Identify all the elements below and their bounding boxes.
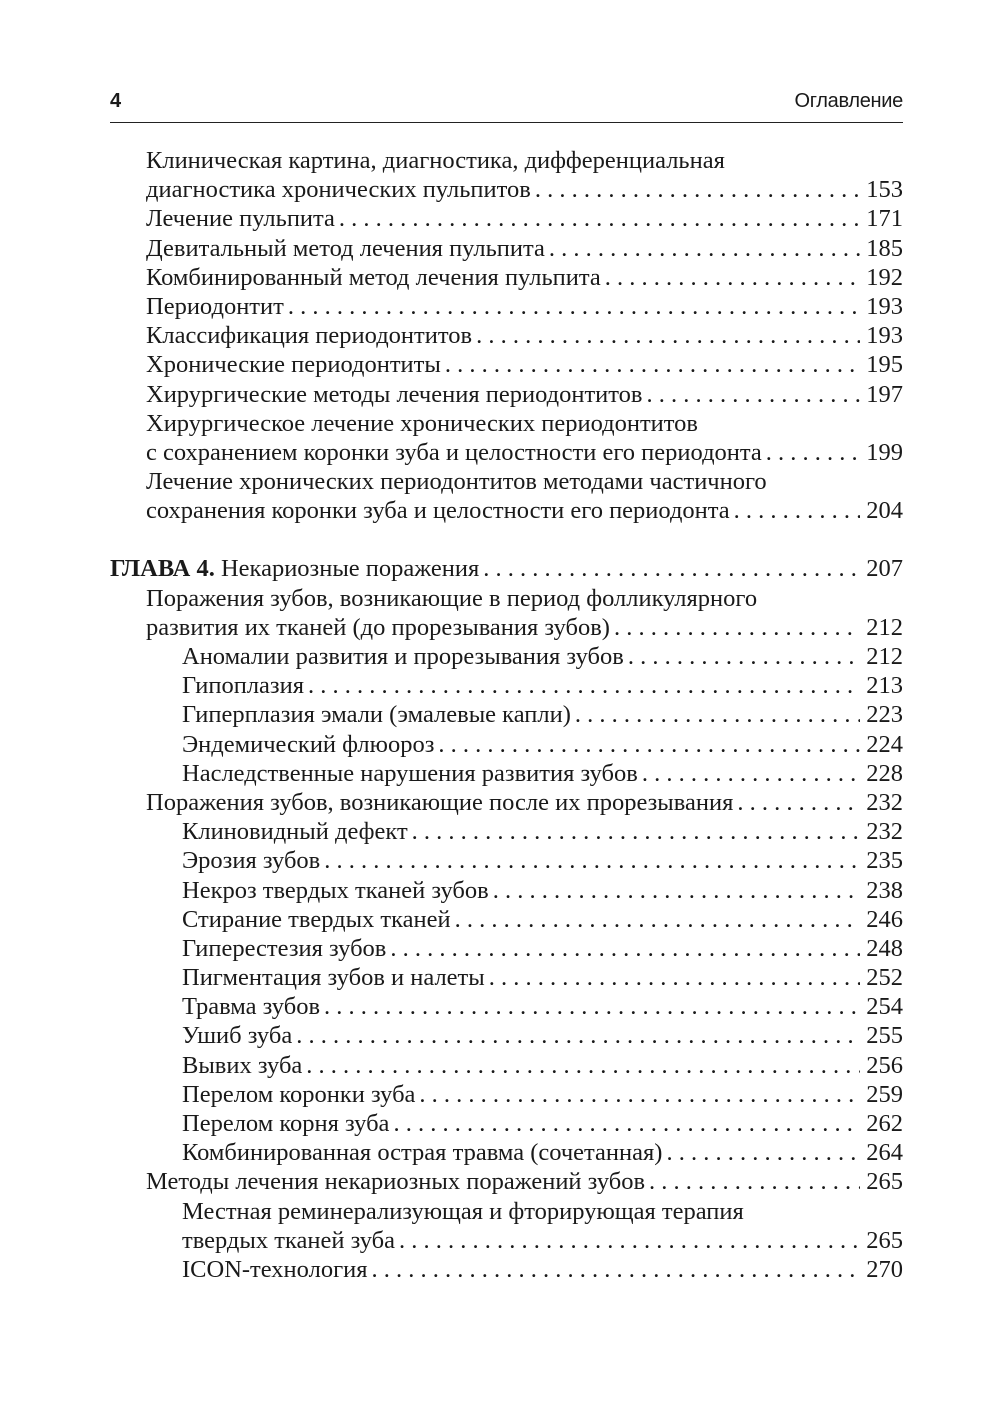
toc-entry-title: Травма зубов (182, 993, 321, 1021)
toc-entry (110, 1051, 903, 1080)
toc-entry-last-line (110, 992, 903, 1021)
toc-entry-last-line (110, 759, 903, 788)
dot-leader (399, 1226, 860, 1255)
dot-leader (306, 1051, 860, 1080)
toc-entry (110, 730, 903, 759)
toc-page-number: 238 (866, 876, 903, 904)
toc-entry-last-line (110, 642, 903, 671)
toc-entry-last-line (110, 788, 903, 817)
dot-leader (419, 1080, 860, 1109)
toc-entry (110, 1167, 903, 1196)
dot-leader (628, 642, 860, 671)
toc-page-number: 264 (866, 1139, 903, 1167)
toc-entry-last-line (110, 1138, 903, 1167)
toc-entry-line: Клиническая картина, диагностика, дифференциальная (146, 147, 725, 174)
toc-entry (110, 934, 903, 963)
toc-page-number: 212 (866, 643, 903, 670)
toc-chapter-entry (110, 554, 903, 583)
dot-leader (393, 1109, 860, 1138)
toc-entry-last-line (110, 876, 903, 905)
toc-entry-last-line (110, 438, 903, 467)
toc-page-number: 256 (866, 1051, 903, 1079)
toc-entry-title: Поражения зубов, возникающие после их прорезывания (146, 788, 734, 816)
toc-entry-last-line (110, 1080, 903, 1109)
toc-entry (110, 788, 903, 817)
toc-entry-last-line (110, 175, 903, 204)
toc-entry-last-line (110, 1255, 903, 1284)
dot-leader (445, 350, 860, 379)
toc-entry-title: Хронические периодонтиты (146, 351, 441, 379)
toc-entry-title: Комбинированный метод лечения пульпита (146, 263, 601, 291)
dot-leader (455, 905, 861, 934)
toc-page-number: 207 (866, 555, 903, 583)
dot-leader (734, 496, 861, 525)
toc-entry (110, 846, 903, 875)
toc-entry-last-line (110, 496, 903, 525)
toc-page-number: 255 (866, 1022, 903, 1050)
toc-entry-title: Наследственные нарушения развития зубов (182, 759, 638, 787)
toc-page-number: 212 (866, 613, 903, 641)
toc-page-number: 197 (866, 380, 903, 408)
toc-entry-last-line (110, 1051, 903, 1080)
toc-entry-title: Пигментация зубов и налеты (182, 964, 485, 992)
toc-entry-title: Девитальный метод лечения пульпита (146, 234, 545, 262)
toc-entry-title: Гиперестезия зубов (182, 934, 387, 962)
toc-entry-title: ICON-технология (182, 1255, 368, 1283)
page-number: 4 (110, 90, 122, 112)
dot-leader (605, 263, 861, 292)
dot-leader (666, 1138, 860, 1167)
dot-leader (308, 671, 860, 700)
toc-entry-line: Хирургическое лечение хронических периодонтитов (146, 409, 698, 437)
dot-leader (489, 963, 861, 992)
dot-leader (642, 759, 860, 788)
toc-page-number: 265 (866, 1226, 903, 1254)
dot-leader (646, 380, 860, 409)
toc-entry-last-line (110, 905, 903, 934)
toc-entry-title: развития их тканей (до прорезывания зубов) (146, 613, 610, 641)
dot-leader (493, 876, 861, 905)
dot-leader (372, 1255, 861, 1284)
toc-page-number: 259 (866, 1080, 903, 1108)
toc-entry-last-line (110, 263, 903, 292)
dot-leader (438, 730, 860, 759)
toc-entry-title: Вывих зуба (182, 1051, 303, 1079)
toc-entry (110, 321, 903, 350)
toc-entry (110, 234, 903, 263)
dot-leader (476, 321, 860, 350)
toc-entry-last-line (110, 671, 903, 700)
toc-page-number: 228 (866, 759, 903, 787)
toc-entry (110, 1109, 903, 1138)
toc-entry-title: Хирургические методы лечения периодонтитов (146, 380, 643, 408)
toc-entry-title: Перелом корня зуба (182, 1110, 390, 1137)
toc-entry-title: с сохранением коронки зуба и целостности его периодонта (146, 438, 762, 466)
dot-leader (324, 846, 860, 875)
toc-entry-title: Гиперплазия эмали (эмалевые капли) (182, 701, 571, 729)
toc-entry-title: диагностика хронических пульпитов (146, 176, 531, 204)
dot-leader (390, 934, 860, 963)
toc-entry (110, 146, 903, 204)
dot-leader (766, 438, 860, 467)
toc-page-number: 270 (866, 1255, 903, 1283)
toc-entry (110, 905, 903, 934)
toc-entry-last-line (110, 321, 903, 350)
dot-leader (339, 204, 860, 233)
toc-entry-last-line (110, 817, 903, 846)
toc-entry (110, 963, 903, 992)
toc-entry-title: Гипоплазия (182, 672, 304, 700)
running-head-title: Оглавление (794, 90, 903, 112)
toc-entry-title: Эндемический флюороз (182, 730, 435, 758)
toc-entry-last-line (110, 730, 903, 759)
toc-entry (110, 584, 903, 642)
toc-entry-title: Эрозия зубов (182, 847, 321, 875)
table-of-contents (110, 146, 903, 1284)
toc-entry (110, 1080, 903, 1109)
toc-page-number: 185 (866, 234, 903, 262)
toc-entry-last-line (110, 1226, 903, 1255)
toc-entry (110, 409, 903, 467)
toc-entry-title: Периодонтит (146, 292, 284, 320)
toc-entry (110, 876, 903, 905)
toc-page-number: 199 (866, 438, 903, 466)
toc-page-number: 193 (866, 322, 903, 350)
dot-leader (324, 992, 860, 1021)
toc-entry (110, 1197, 903, 1255)
dot-leader (737, 788, 860, 817)
toc-page-number: 192 (866, 263, 903, 291)
toc-entry (110, 292, 903, 321)
toc-entry-title: Клиновидный дефект (182, 818, 408, 846)
toc-entry-title: Аномалии развития и прорезывания зубов (182, 643, 624, 670)
toc-entry (110, 380, 903, 409)
toc-entry-last-line (110, 1167, 903, 1196)
toc-entry (110, 817, 903, 846)
toc-entry-last-line (110, 1021, 903, 1050)
toc-entry (110, 642, 903, 671)
dot-leader (412, 817, 861, 846)
toc-page-number: 265 (866, 1168, 903, 1196)
dot-leader (535, 175, 860, 204)
toc-entry (110, 263, 903, 292)
toc-entry (110, 671, 903, 700)
toc-entry-title: сохранения коронки зуба и целостности его периодонта (146, 497, 730, 525)
toc-entry-last-line (110, 963, 903, 992)
toc-entry-title: Ушиб зуба (182, 1022, 293, 1050)
toc-entry-last-line (110, 204, 903, 233)
toc-entry-line: Местная реминерализующая и фторирующая терапия (182, 1197, 744, 1225)
dot-leader (483, 554, 860, 583)
toc-entry-line: Поражения зубов, возникающие в период фолликулярного (146, 584, 758, 612)
toc-entry-title: Перелом коронки зуба (182, 1080, 416, 1108)
toc-page-number: 224 (866, 730, 903, 758)
toc-entry-last-line (110, 846, 903, 875)
toc-entry (110, 350, 903, 379)
toc-entry-last-line (110, 350, 903, 379)
toc-entry-title: ГЛАВА 4. Некариозные поражения (110, 555, 480, 583)
toc-page-number: 171 (866, 205, 903, 233)
toc-page-number: 193 (866, 292, 903, 320)
toc-entry (110, 759, 903, 788)
toc-entry-line: Лечение хронических периодонтитов методами частичного (146, 468, 767, 496)
toc-page-number: 195 (866, 351, 903, 379)
page-header (110, 88, 903, 123)
dot-leader (614, 613, 860, 642)
dot-leader (296, 1021, 860, 1050)
toc-entry-last-line (110, 292, 903, 321)
toc-page-number: 204 (866, 497, 903, 525)
toc-page-number: 153 (866, 176, 903, 204)
toc-entry-title: Лечение пульпита (146, 205, 335, 233)
toc-entry-title: Комбинированная острая травма (сочетанная) (182, 1139, 663, 1167)
toc-page-number: 235 (866, 847, 903, 875)
toc-page-number: 252 (866, 964, 903, 992)
dot-leader (649, 1167, 860, 1196)
dot-leader (575, 700, 860, 729)
dot-leader (288, 292, 860, 321)
toc-page-number: 262 (866, 1110, 903, 1137)
toc-entry (110, 467, 903, 525)
toc-page-number: 246 (866, 905, 903, 933)
toc-entry-last-line (110, 1109, 903, 1138)
toc-entry (110, 992, 903, 1021)
toc-entry (110, 1021, 903, 1050)
toc-page-number: 213 (866, 672, 903, 700)
toc-page-number: 232 (866, 818, 903, 846)
toc-entry-last-line (110, 234, 903, 263)
dot-leader (549, 234, 860, 263)
toc-entry-last-line (110, 934, 903, 963)
toc-entry-last-line (110, 554, 903, 583)
chapter-label: ГЛАВА 4. (110, 555, 215, 583)
toc-entry-title: Некроз твердых тканей зубов (182, 876, 489, 904)
toc-entry (110, 1255, 903, 1284)
toc-entry-title: Классификация периодонтитов (146, 322, 473, 350)
toc-page-number: 223 (866, 701, 903, 729)
toc-page-number: 248 (866, 934, 903, 962)
toc-page-number: 232 (866, 788, 903, 816)
toc-entry-title: твердых тканей зуба (182, 1226, 395, 1254)
toc-entry-last-line (110, 613, 903, 642)
toc-entry-last-line (110, 700, 903, 729)
toc-entry-title: Стирание твердых тканей (182, 905, 451, 933)
toc-entry-title: Методы лечения некариозных поражений зубов (146, 1168, 646, 1196)
toc-entry-last-line (110, 380, 903, 409)
toc-page-number: 254 (866, 993, 903, 1021)
toc-entry (110, 700, 903, 729)
toc-entry (110, 204, 903, 233)
toc-entry (110, 1138, 903, 1167)
